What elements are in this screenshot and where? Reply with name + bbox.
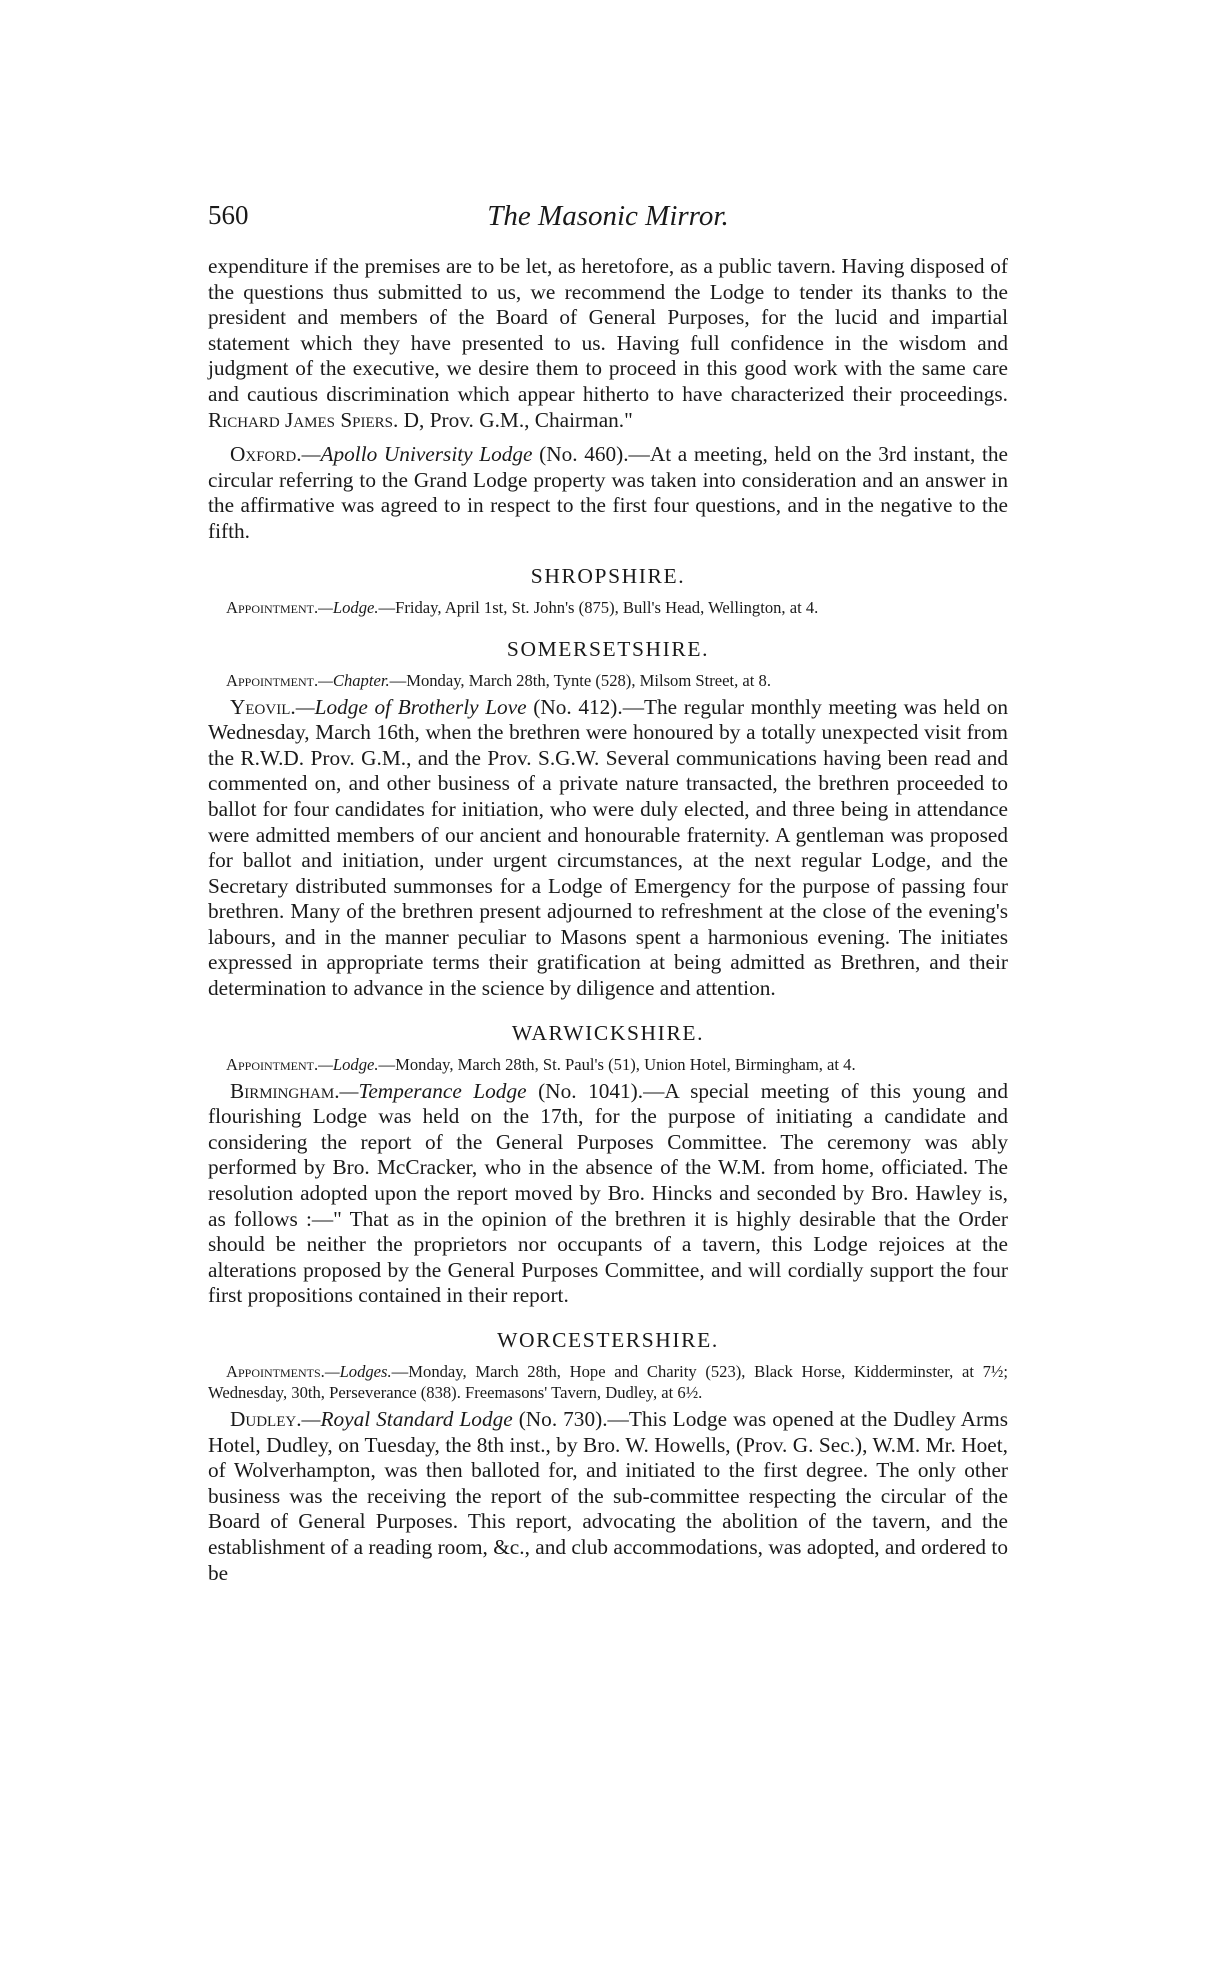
birmingham-text: (No. 1041).—A special meeting of this young and flourishing Lodge was held on the 17th, for the purpose of initiating a candidate and considering the report of the General Purposes Committee. The ceremony was ably performed by Bro. McCracker, who in the absence of the W.M. from home, officiated. The resolution adopted upon the report moved by Bro. Hincks and seconded by Bro. Hawley is, as follows :—" That as in the opinion of the brethren it is highly desirable that the Order should be neither the proprietors nor occupants of a tavern, this Lodge rejoices at the alterations proposed by the General Purposes Committee, and will cordially support the four first propositions contained in their report. <box>208 1078 1008 1308</box>
birmingham-paragraph <box>208 1079 1008 1309</box>
dudley-text: (No. 730).—This Lodge was opened at the Dudley Arms Hotel, Dudley, on Tuesday, the 8th inst., by Bro. W. Howells, (Prov. G. Sec.), W.M. Mr. Hoet, of Wolverhampton, was then balloted for, and initiated to the first degree. The only other business was the receiving the report of the sub-committee respecting the circular of the Board of General Purposes. This report, advocating the abolition of the tavern, and the establishment of a reading room, &c., and club accommodations, was adopted, and ordered to be <box>208 1407 1008 1585</box>
page-number: 560 <box>208 200 249 230</box>
page <box>208 200 1008 1586</box>
somersetshire-appointment <box>208 670 1008 691</box>
warwickshire-appointment <box>208 1054 1008 1075</box>
intro-signature: Richard James Spiers. <box>208 407 399 432</box>
oxford-text: (No. 460).—At a meeting, held on the 3rd instant, the circular referring to the Grand Lodge property was taken into consideration and an answer in the affirmative was agreed to in respect to the first four questions, and in the negative to the fifth. <box>208 442 1009 543</box>
somersetshire-app-kind: —Chapter. <box>318 670 390 690</box>
worcestershire-app-kind: —Lodges. <box>324 1362 392 1381</box>
warwickshire-app-kind: —Lodge. <box>318 1054 379 1074</box>
shropshire-heading: SHROPSHIRE. <box>530 563 686 588</box>
yeovil-paragraph <box>208 695 1008 1002</box>
birmingham-place: Birmingham. <box>230 1078 340 1103</box>
worcestershire-appointment <box>208 1361 1008 1403</box>
dudley-paragraph <box>208 1407 1008 1586</box>
yeovil-place: Yeovil. <box>230 694 296 719</box>
running-title: The Masonic Mirror. <box>487 200 729 232</box>
shropshire-app-text: —Friday, April 1st, St. John's (875), Bull's Head, Wellington, at 4. <box>378 597 819 617</box>
warwickshire-app-label: Appointment. <box>226 1054 319 1074</box>
warwickshire-heading: WARWICKSHIRE. <box>511 1020 705 1045</box>
intro-paragraph <box>208 254 1008 433</box>
worcestershire-app-text: —Monday, March 28th, Hope and Charity (523), Black Horse, Kidderminster, at 7½; Wednesday, 30th, Perseverance (838). Freemasons' Tavern, Dudley, at 6½. <box>208 1362 1008 1402</box>
birmingham-lodge: —Temperance Lodge <box>339 1078 527 1103</box>
oxford-place: Oxford. <box>230 442 302 467</box>
shropshire-app-label: Appointment. <box>226 597 319 617</box>
page-header <box>208 200 1008 244</box>
shropshire-appointment <box>208 597 1008 618</box>
oxford-lodge: —Apollo University Lodge <box>301 442 533 467</box>
warwickshire-app-text: —Monday, March 28th, St. Paul's (51), Union Hotel, Birmingham, at 4. <box>378 1054 856 1074</box>
somersetshire-app-text: —Monday, March 28th, Tynte (528), Milsom Street, at 8. <box>389 670 771 690</box>
yeovil-lodge: —Lodge of Brotherly Love <box>295 694 527 719</box>
oxford-paragraph <box>208 442 1008 544</box>
dudley-lodge: —Royal Standard Lodge <box>301 1407 513 1431</box>
somersetshire-heading: SOMERSETSHIRE. <box>506 636 710 661</box>
somersetshire-app-label: Appointment. <box>226 670 319 690</box>
intro-signature-tail: D, Prov. G.M., Chairman." <box>398 407 633 432</box>
shropshire-app-kind: —Lodge. <box>318 597 379 617</box>
worcestershire-app-label: Appointments. <box>226 1362 325 1381</box>
dudley-place: Dudley. <box>230 1407 302 1431</box>
yeovil-text: (No. 412).—The regular monthly meeting was held on Wednesday, March 16th, when the brethren were honoured by a totally unexpected visit from the R.W.D. Prov. G.M., and the Prov. S.G.W. Several communications having been read and commented on, and other business of a private nature transacted, the brethren proceeded to ballot for four candidates for initiation, who were duly elected, and three being in attendance were admitted members of our ancient and honourable fraternity. A gentleman was proposed for ballot and initiation, under urgent circumstances, at the next regular Lodge, and the Secretary distributed summonses for a Lodge of Emergency for the purpose of passing four brethren. Many of the brethren present adjourned to refreshment at the close of the evening's labours, and in the manner peculiar to Masons spent a harmonious evening. The initiates expressed in appropriate terms their gratification at being admitted as Brethren, and their determination to advance in the science by diligence and attention. <box>208 694 1008 1001</box>
intro-text: expenditure if the premises are to be let, as heretofore, as a public tavern. Having disposed of the questions thus submitted to us, we recommend the Lodge to tender its thanks to the president and members of the Board of General Purposes, for the lucid and impartial statement which they have presented to us. Having full confidence in the wisdom and judgment of the executive, we desire them to proceed in this good work with the same care and cautious discrimination which appear hitherto to have characterized their proceedings. <box>208 254 1008 406</box>
worcestershire-heading: WORCESTERSHIRE. <box>497 1328 719 1352</box>
